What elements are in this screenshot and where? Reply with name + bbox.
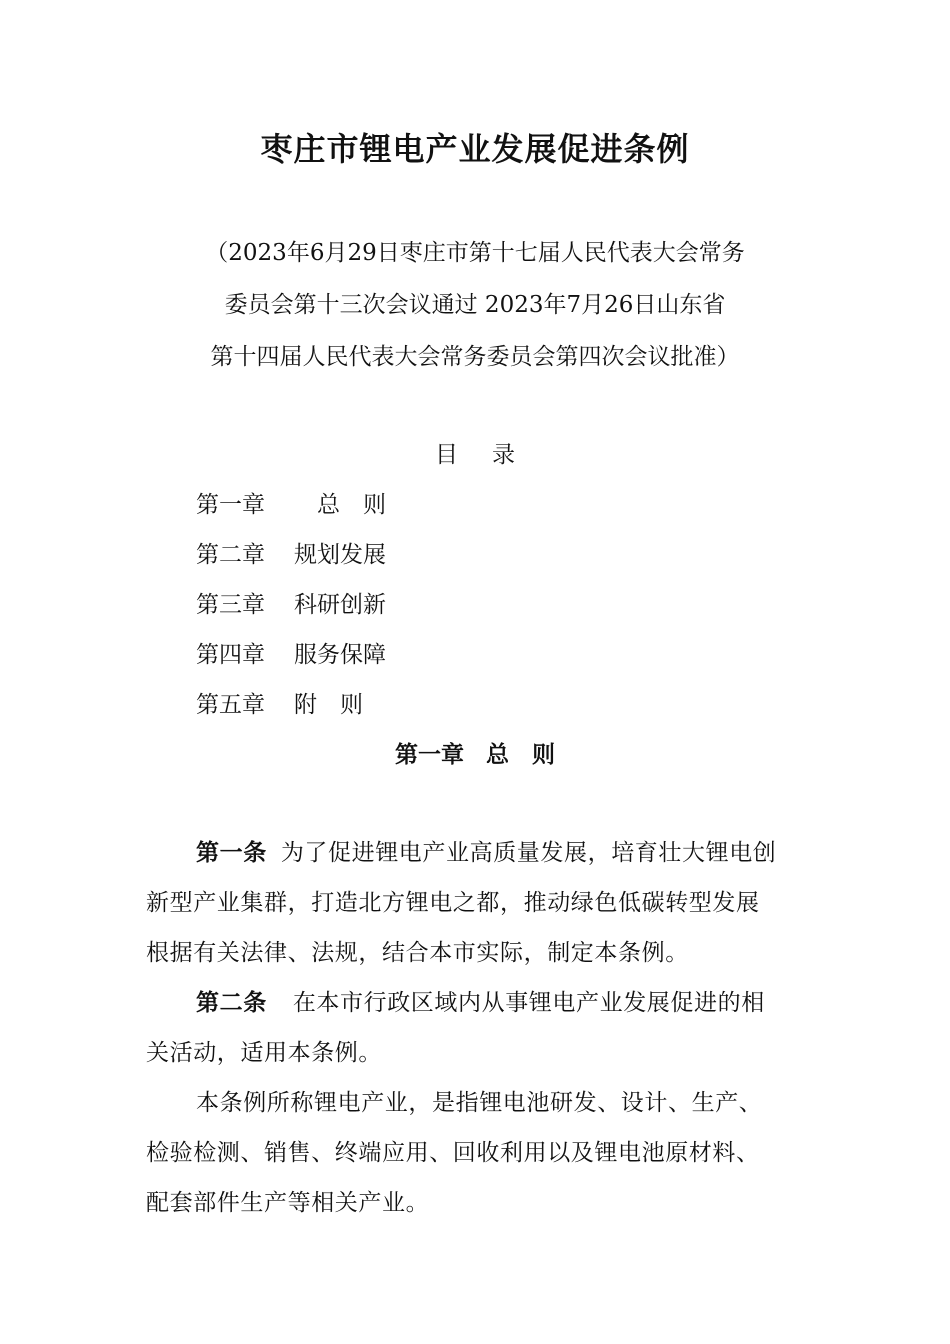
article-1-label: 第一条 xyxy=(196,839,267,866)
subtitle-line-1: （2023年6月29日枣庄市第十七届人民代表大会常务 xyxy=(205,240,745,266)
article-2-line-1 xyxy=(196,984,810,1017)
toc-item xyxy=(196,586,386,619)
document-title: 枣庄市锂电产业发展促进条例 xyxy=(260,130,690,168)
article-2-text-1: 在本市行政区域内从事锂电产业发展促进的相 xyxy=(292,990,765,1016)
toc-heading-right: 录 xyxy=(492,442,515,468)
article-2-label: 第二条 xyxy=(196,989,267,1016)
chapter-title: 总 则 xyxy=(486,741,555,768)
toc-heading xyxy=(0,436,950,469)
toc-item xyxy=(196,536,386,569)
article-1-line-1 xyxy=(196,834,810,867)
toc-item-number: 第三章 xyxy=(196,592,265,618)
article-2-para-2-line-2: 检验检测、销售、终端应用、回收利用以及锂电池原材料、 xyxy=(146,1140,760,1166)
toc-item xyxy=(196,486,386,519)
toc-item-title: 总 则 xyxy=(294,492,386,518)
toc-item-title: 服务保障 xyxy=(294,642,386,668)
toc-item-number: 第一章 xyxy=(196,492,265,518)
chapter-1-heading xyxy=(0,736,950,769)
toc-item-number: 第四章 xyxy=(196,642,265,668)
toc-item xyxy=(196,636,386,669)
toc-item xyxy=(196,686,363,719)
subtitle-line-2: 委员会第十三次会议通过 2023年7月26日山东省 xyxy=(224,292,726,318)
article-2-para-2-line-3: 配套部件生产等相关产业。 xyxy=(146,1190,430,1216)
toc-item-title: 附 则 xyxy=(294,692,363,718)
toc-heading-left: 目 xyxy=(435,442,458,468)
article-1-text-1: 为了促进锂电产业高质量发展，培育壮大锂电创 xyxy=(280,840,777,866)
article-1-line-3: 根据有关法律、法规，结合本市实际，制定本条例。 xyxy=(146,940,689,966)
article-1-line-2: 新型产业集群，打造北方锂电之都，推动绿色低碳转型发展 xyxy=(146,890,760,916)
subtitle-line-3: 第十四届人民代表大会常务委员会第四次会议批准） xyxy=(210,344,740,370)
toc-item-title: 科研创新 xyxy=(294,592,386,618)
toc-item-number: 第五章 xyxy=(196,692,265,718)
article-2-para-2-line-1: 本条例所称锂电产业，是指锂电池研发、设计、生产、 xyxy=(196,1090,763,1116)
toc-item-number: 第二章 xyxy=(196,542,265,568)
chapter-number: 第一章 xyxy=(395,741,464,768)
toc-item-title: 规划发展 xyxy=(294,542,386,568)
article-2-line-2: 关活动，适用本条例。 xyxy=(146,1040,382,1066)
